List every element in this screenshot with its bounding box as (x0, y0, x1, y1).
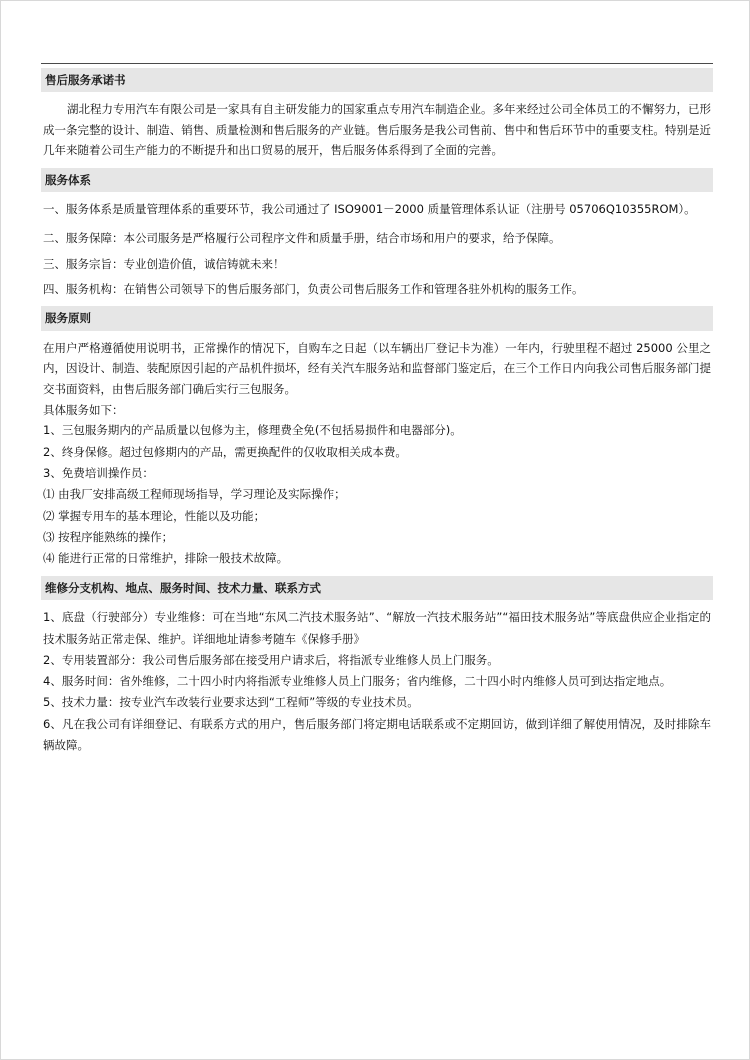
paragraph: 具体服务如下： (43, 402, 124, 417)
section-body-promise (41, 92, 713, 167)
paragraph: 湖北程力专用汽车有限公司是一家具有自主研发能力的国家重点专用汽车制造企业。多年来经过公司全体员工的不懈努力，已形成一条完整的设计、制造、销售、质量检测和售后服务的产业链。售后服务是我公司售前、售中和售后环节中的重要支柱。特别是近几年来随着公司生产能力的不断提升和出口贸易的展开，售后服务体系得到了全面的完善。 (43, 102, 711, 158)
section-heading-principle: 服务原则 (41, 306, 713, 330)
list-item: 3、免费培训操作员： (43, 465, 154, 480)
section-body-system (41, 192, 713, 307)
paragraph: 在用户严格遵循使用说明书，正常操作的情况下，自购车之日起（以车辆出厂登记卡为准）一年内，行驶里程不超过 25000 公里之内，因设计、制造、装配原因引起的产品机件损坏，经有关汽车服务站和监督部门鉴定后，在三个工作日内向我公司售后服务部门提交书面资料，由售后服务部门确后实行三包服务。 (43, 340, 711, 396)
list-item: 三、服务宗旨：专业创造价值，诚信铸就未来！ (43, 256, 285, 271)
top-rule (41, 63, 713, 64)
sub-list-item: ⑴ 由我厂安排高级工程师现场指导，学习理论及实际操作； (43, 487, 346, 502)
sub-list-item: ⑶ 按程序能熟练的操作； (43, 529, 174, 544)
section-body-principle (41, 331, 713, 577)
list-item: 1、底盘（行驶部分）专业维修：可在当地“东风二汽技术服务站”、“解放一汽技术服务站”“福田技术服务站”等底盘供应企业指定的技术服务站正常走保、维护。详细地址请参考随车《保修手册》 (43, 610, 711, 646)
section-heading-network: 维修分支机构、地点、服务时间、技术力量、联系方式 (41, 576, 713, 600)
list-item: 2、专用装置部分：我公司售后服务部在接受用户请求后，将指派专业维修人员上门服务。 (43, 652, 499, 667)
list-item: 2、终身保修。超过包修期内的产品，需更换配件的仅收取相关成本费。 (43, 444, 407, 459)
list-item: 1、三包服务期内的产品质量以包修为主，修理费全免(不包括易损件和电器部分)。 (43, 423, 462, 438)
list-item: 4、服务时间：省外维修，二十四小时内将指派专业维修人员上门服务；省内维修，二十四小时内维修人员可到达指定地点。 (43, 674, 672, 689)
sub-list-item: ⑵ 掌握专用车的基本理论，性能以及功能； (43, 508, 266, 523)
list-item: 一、服务体系是质量管理体系的重要环节，我公司通过了 ISO9001－2000 质量管理体系认证（注册号 05706Q10355ROM）。 (43, 201, 696, 216)
sub-list-item: ⑷ 能进行正常的日常维护，排除一般技术故障。 (43, 551, 289, 566)
section-body-network (41, 600, 713, 763)
spacer (41, 219, 713, 228)
list-item: 四、服务机构：在销售公司领导下的售后服务部门，负责公司售后服务工作和管理各驻外机构的服务工作。 (43, 282, 584, 296)
section-heading-promise: 售后服务承诺书 (41, 68, 713, 92)
section-heading-system: 服务体系 (41, 168, 713, 192)
list-item: 6、凡在我公司有详细登记、有联系方式的用户，售后服务部门将定期电话联系或不定期回访，做到详细了解使用情况，及时排除车辆故障。 (43, 716, 711, 752)
document-content (41, 63, 713, 763)
list-item: 二、服务保障：本公司服务是严格履行公司程序文件和质量手册，结合市场和用户的要求，给予保障。 (43, 231, 561, 246)
list-item: 5、技术力量：按专业汽车改装行业要求达到“工程师”等级的专业技术员。 (43, 695, 419, 710)
